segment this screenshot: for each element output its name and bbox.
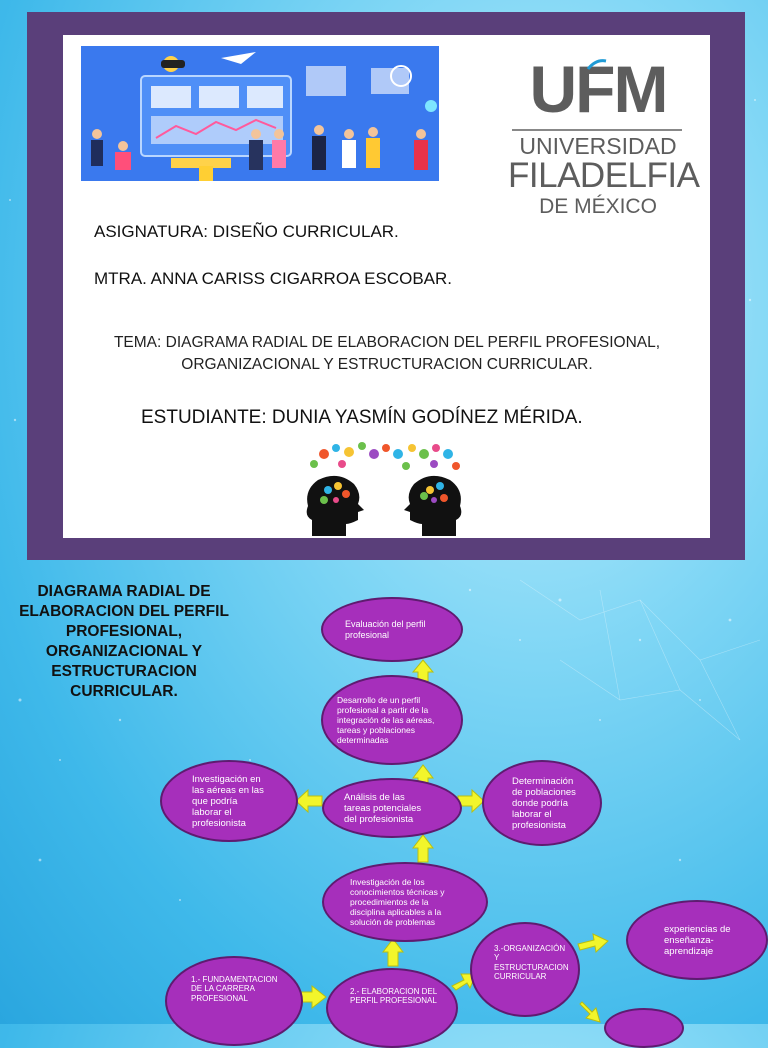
radial-diagram (0, 560, 768, 1024)
diagram-title: DIAGRAMA RADIAL DE ELABORACION DEL PERFIL PROFESIONAL, ORGANIZACIONAL Y ESTRUCTURACION CURRICULAR. (19, 583, 229, 700)
node-fundamentacion (165, 956, 303, 1046)
right-head-icon (404, 476, 461, 536)
node-partial-bottom (604, 1008, 684, 1048)
node-investigacion-conocimientos-text: Investigación de los conocimientos técnicas y procedimientos de la disciplina aplicables a la solución de problemas (350, 877, 445, 927)
node-evaluacion (321, 597, 463, 662)
logo-line-filadelfia: FILADELFIA (508, 156, 700, 195)
topic-text: TEMA: DIAGRAMA RADIAL DE ELABORACION DEL PERFIL PROFESIONAL, ORGANIZACIONAL Y ESTRUCTURACION CURRICULAR. (113, 334, 661, 373)
logo-accent-icon (586, 59, 608, 71)
node-determinacion (482, 760, 602, 846)
node-investigacion-areas (160, 760, 298, 842)
arrow-up-conocimientos (383, 939, 403, 966)
ufm-logo (508, 52, 700, 218)
node-organizacion (470, 922, 580, 1017)
teacher-text: MTRA. ANNA CARISS CIGARROA ESCOBAR. (94, 269, 453, 288)
arrow-left-investigacion (296, 790, 322, 812)
node-elaboracion (326, 968, 458, 1048)
node-fundamentacion-text: 1.- FUNDAMENTACION DE LA CARRERA PROFESIONAL (191, 974, 278, 1003)
team-illustration (81, 46, 439, 181)
node-organizacion-text: 3.-ORGANIZACIÓN Y ESTRUCTURACION CURRICULAR (494, 943, 569, 981)
node-analisis-text: Análisis de las tareas potenciales del profesionista (344, 791, 422, 825)
arrow-right-experiencias (578, 934, 608, 952)
title-slide-card (63, 35, 710, 538)
logo-divider (512, 129, 682, 131)
node-analisis (322, 778, 462, 838)
student-text: ESTUDIANTE: DUNIA YASMÍN GODÍNEZ MÉRIDA. (141, 407, 583, 428)
idea-bubbles-icon (310, 442, 460, 470)
arrow-down-organizacion (580, 1002, 600, 1022)
thinking-heads-illustration (294, 440, 474, 540)
node-experiencias (626, 900, 768, 980)
arrow-up-analisis (413, 835, 433, 862)
ufm-logo-mark: UFM (529, 52, 667, 126)
node-elaboracion-text: 2.- ELABORACION DEL PERFIL PROFESIONAL (350, 986, 437, 1005)
node-experiencias-text: experiencias de enseñanza-aprendizaje (664, 923, 731, 957)
title-slide-frame (27, 12, 745, 560)
team-illustration-banner (81, 46, 439, 181)
logo-line-universidad: UNIVERSIDAD (519, 133, 677, 159)
node-investigacion-conocimientos (322, 862, 488, 942)
node-determinacion-text: Determinación de poblaciones donde podría laborar el profesionista (512, 775, 576, 831)
subject-text: ASIGNATURA: DISEÑO CURRICULAR. (94, 222, 399, 241)
node-desarrollo-text: Desarrollo de un perfil profesional a partir de la integración de las aéreas, tareas y poblaciones determinadas (337, 695, 435, 745)
node-investigacion-areas-text: Investigación en las aéreas en las que podría laborar el profesionista (192, 773, 264, 829)
node-evaluacion-text: Evaluación del perfil profesional (345, 619, 426, 640)
logo-line-mexico: DE MÉXICO (539, 195, 657, 218)
node-desarrollo (321, 675, 463, 765)
